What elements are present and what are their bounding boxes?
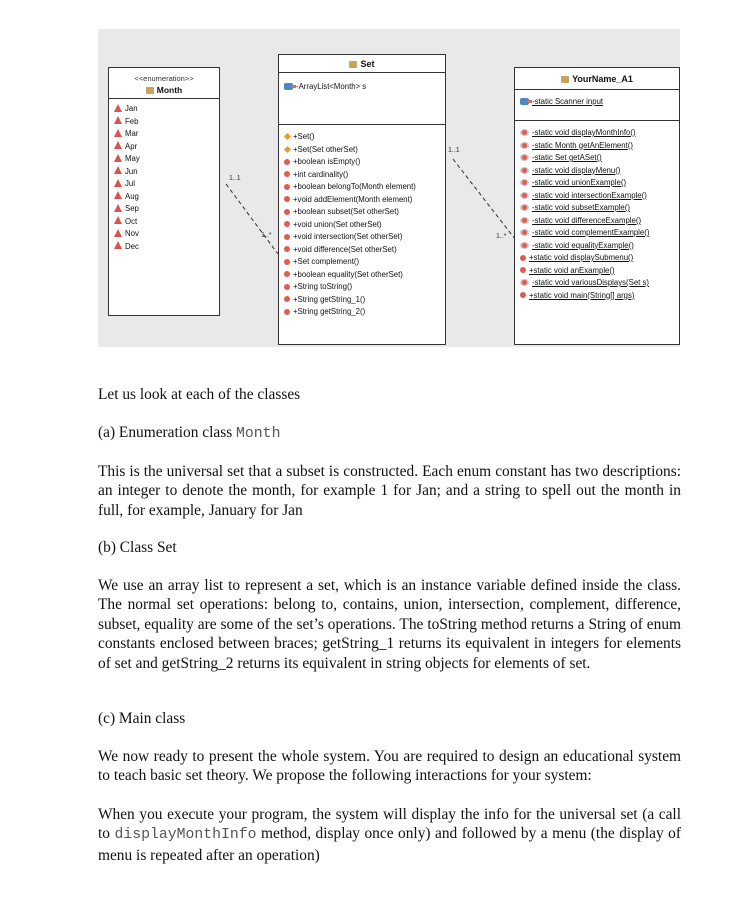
public-method-icon [284, 184, 290, 190]
enum-constant-icon [114, 229, 122, 237]
main-method [515, 252, 679, 265]
enum-constant-icon [114, 204, 122, 212]
mult-enum-set-top: 1..1 [229, 175, 241, 182]
enum-constant [109, 178, 219, 191]
main-method [515, 202, 679, 215]
main-method-text: -static Month getAnElement() [532, 140, 633, 150]
main-field-text: -static Scanner input [532, 97, 604, 106]
main-method-text: +static void main(String[] args) [529, 290, 635, 300]
set-method-text: +void intersection(Set otherSet) [293, 232, 403, 241]
heading-c: (c) Main class [98, 710, 186, 727]
enum-constant-icon [114, 166, 122, 174]
enum-constants [109, 99, 219, 253]
private-method-icon [520, 154, 529, 161]
mult-set-main-bottom: 1..* [496, 233, 507, 240]
paragraph-d [98, 805, 681, 865]
public-method-icon [284, 221, 290, 227]
main-method [515, 215, 679, 228]
set-method-text: +int cardinality() [293, 169, 349, 179]
set-method [279, 181, 445, 194]
main-method [515, 290, 679, 303]
enum-header [109, 68, 219, 99]
class-icon [349, 61, 357, 68]
main-method [515, 240, 679, 253]
enum-constant-icon [114, 241, 122, 249]
public-method-icon [284, 196, 290, 202]
public-method-icon [284, 284, 290, 290]
main-method-text: -static Set getASet() [532, 153, 602, 162]
set-method [279, 156, 445, 169]
enum-constant-text: Sep [125, 204, 139, 213]
heading-b: (b) Class Set [98, 539, 177, 556]
enum-class-icon [146, 87, 154, 94]
enum-constant [109, 141, 219, 154]
enum-constant [109, 103, 219, 116]
set-method-text: +void union(Set otherSet) [293, 219, 382, 229]
main-header [515, 68, 679, 90]
main-method [515, 165, 679, 178]
main-method-text: -static void intersectionExample() [532, 190, 647, 200]
public-method-icon [284, 246, 290, 252]
enum-constant-icon [114, 116, 122, 124]
enum-constant [109, 153, 219, 166]
private-method-icon [520, 192, 529, 199]
set-method-text: +Set(Set otherSet) [293, 144, 358, 154]
paragraph-c: We now ready to present the whole system. You are required to design an educational system to teach basic set theory. We propose the following interactions for your system: [98, 748, 681, 785]
private-method-icon [520, 242, 529, 249]
set-class-box [278, 54, 446, 345]
paragraph-a: This is the universal set that a subset is constructed. Each enum constant has two descriptions: an integer to denote the month, for example 1 for Jan; and a string to spell out the month in full, for example, January for Jan [98, 463, 681, 519]
main-method-text: +static void displaySubmenu() [529, 253, 634, 262]
enum-constant-icon [114, 104, 122, 112]
set-fields [279, 73, 445, 125]
public-method-icon [284, 171, 290, 177]
set-methods [279, 125, 445, 319]
set-method-text: +String toString() [293, 282, 353, 291]
enum-constant-text: Feb [125, 116, 139, 126]
main-method [515, 177, 679, 190]
public-method-icon [284, 296, 290, 302]
enum-constant [109, 116, 219, 129]
set-method [279, 169, 445, 182]
main-method [515, 127, 679, 140]
enum-constant [109, 216, 219, 229]
mult-enum-set-bottom: 1..* [261, 232, 272, 239]
set-method [279, 269, 445, 282]
field-icon [520, 98, 529, 105]
private-method-icon [520, 217, 529, 224]
private-method-icon [520, 142, 529, 149]
set-method [279, 256, 445, 269]
paragraph-d-part1: When you execute your program, the system will display the info for the universal set (a call to [98, 806, 681, 843]
private-method-icon [520, 279, 529, 286]
set-method [279, 144, 445, 157]
set-name: Set [360, 59, 375, 69]
enum-constant [109, 191, 219, 204]
enum-constant-text: Mar [125, 129, 139, 138]
enum-constant-text: Jun [125, 166, 138, 176]
enum-month-box [108, 67, 220, 316]
uml-class-diagram [98, 29, 680, 347]
main-method-text: -static void displayMonthInfo() [532, 128, 636, 137]
enum-name: Month [156, 85, 183, 95]
set-method [279, 131, 445, 144]
main-method [515, 152, 679, 165]
enum-constant-text: Nov [125, 229, 139, 238]
set-method [279, 306, 445, 319]
set-method-text: +Set() [293, 132, 315, 141]
main-method-text: +static void anExample() [529, 265, 615, 275]
set-field-text: -ArrayList<Month> s [296, 82, 367, 91]
set-field-row [279, 81, 445, 94]
main-name: YourName_A1 [572, 74, 633, 84]
set-method [279, 194, 445, 207]
set-method [279, 206, 445, 219]
set-method [279, 231, 445, 244]
enum-constant-icon [114, 129, 122, 137]
main-field-row [515, 96, 679, 109]
set-method-text: +boolean subset(Set otherSet) [293, 207, 399, 216]
private-method-icon [520, 204, 529, 211]
enum-constant-text: Apr [125, 141, 138, 151]
public-method-icon [284, 234, 290, 240]
intro-text: Let us look at each of the classes [98, 386, 301, 403]
enum-constant-text: Oct [125, 216, 138, 226]
enum-constant-icon [114, 191, 122, 199]
main-method [515, 227, 679, 240]
main-method-text: -static void unionExample() [532, 178, 627, 187]
enum-constant-icon [114, 216, 122, 224]
mult-set-main-top: 1..1 [448, 147, 460, 154]
private-method-icon [520, 229, 529, 236]
set-method-text: +void difference(Set otherSet) [293, 244, 397, 254]
main-fields [515, 90, 679, 121]
main-method-text: -static void equalityExample() [532, 240, 634, 250]
public-method-icon [284, 309, 290, 315]
main-method-text: -static void displayMenu() [532, 165, 621, 175]
main-class-box [514, 67, 680, 345]
enum-constant-text: Dec [125, 241, 139, 251]
set-method-text: +void addElement(Month element) [293, 194, 413, 204]
enum-stereotype: <<enumeration>> [134, 74, 194, 83]
main-methods [515, 121, 679, 302]
paragraph-b: We use an array list to represent a set, which is an instance variable defined inside the class. The normal set operations: belong to, contains, union, intersection, complement, difference, subset, equality are some of the set’s operations. The toString method returns a String of enum constants enclosed between braces; getString_1 returns its equivalent in integers for elements of set and getString_2 returns its equivalent in string objects for elements of set. [98, 577, 681, 672]
enum-constant-icon [114, 141, 122, 149]
heading-a [98, 423, 681, 444]
enum-constant [109, 128, 219, 141]
set-header [279, 55, 445, 73]
enum-set-association [226, 184, 278, 254]
main-method [515, 140, 679, 153]
main-method-text: -static void subsetExample() [532, 203, 630, 212]
enum-constant-text: May [125, 154, 140, 163]
set-method-text: +boolean belongTo(Month element) [293, 182, 416, 191]
set-method [279, 244, 445, 257]
set-method-text: +boolean equality(Set otherSet) [293, 269, 403, 279]
public-method-icon [284, 159, 290, 165]
private-method-icon [520, 167, 529, 174]
set-method-text: +boolean isEmpty() [293, 157, 361, 166]
heading-a-code: Month [236, 426, 281, 442]
enum-constant-text: Aug [125, 191, 139, 201]
set-method-text: +Set complement() [293, 257, 360, 266]
main-method-text: -static void variousDisplays(Set s) [532, 278, 649, 287]
heading-a-label: (a) Enumeration class [98, 424, 237, 441]
set-method [279, 281, 445, 294]
constructor-icon [284, 146, 291, 153]
enum-constant [109, 241, 219, 254]
main-method [515, 277, 679, 290]
set-method [279, 219, 445, 232]
set-main-association [453, 159, 515, 239]
public-method-icon [520, 255, 526, 261]
paragraph-d-code: displayMonthInfo [114, 827, 257, 844]
main-method-text: -static void complementExample() [532, 228, 650, 237]
enum-constant-text: Jul [125, 179, 135, 188]
class-icon [561, 76, 569, 83]
public-method-icon [520, 267, 526, 273]
enum-constant-icon [114, 179, 122, 187]
main-method [515, 265, 679, 278]
enum-constant [109, 228, 219, 241]
constructor-icon [284, 133, 291, 140]
enum-constant-text: Jan [125, 104, 138, 113]
public-method-icon [284, 271, 290, 277]
field-icon [284, 83, 293, 90]
paragraph-d-part2: method, display once only) and followed by a menu (the display of menu is repeated after an operation) [98, 825, 681, 864]
main-method [515, 190, 679, 203]
public-method-icon [284, 209, 290, 215]
set-method [279, 294, 445, 307]
public-method-icon [284, 259, 290, 265]
set-method-text: +String getString_2() [293, 307, 366, 316]
enum-constant [109, 203, 219, 216]
enum-constant [109, 166, 219, 179]
public-method-icon [520, 292, 526, 298]
main-method-text: -static void differenceExample() [532, 215, 642, 225]
set-method-text: +String getString_1() [293, 294, 366, 304]
private-method-icon [520, 129, 529, 136]
enum-constant-icon [114, 154, 122, 162]
private-method-icon [520, 179, 529, 186]
